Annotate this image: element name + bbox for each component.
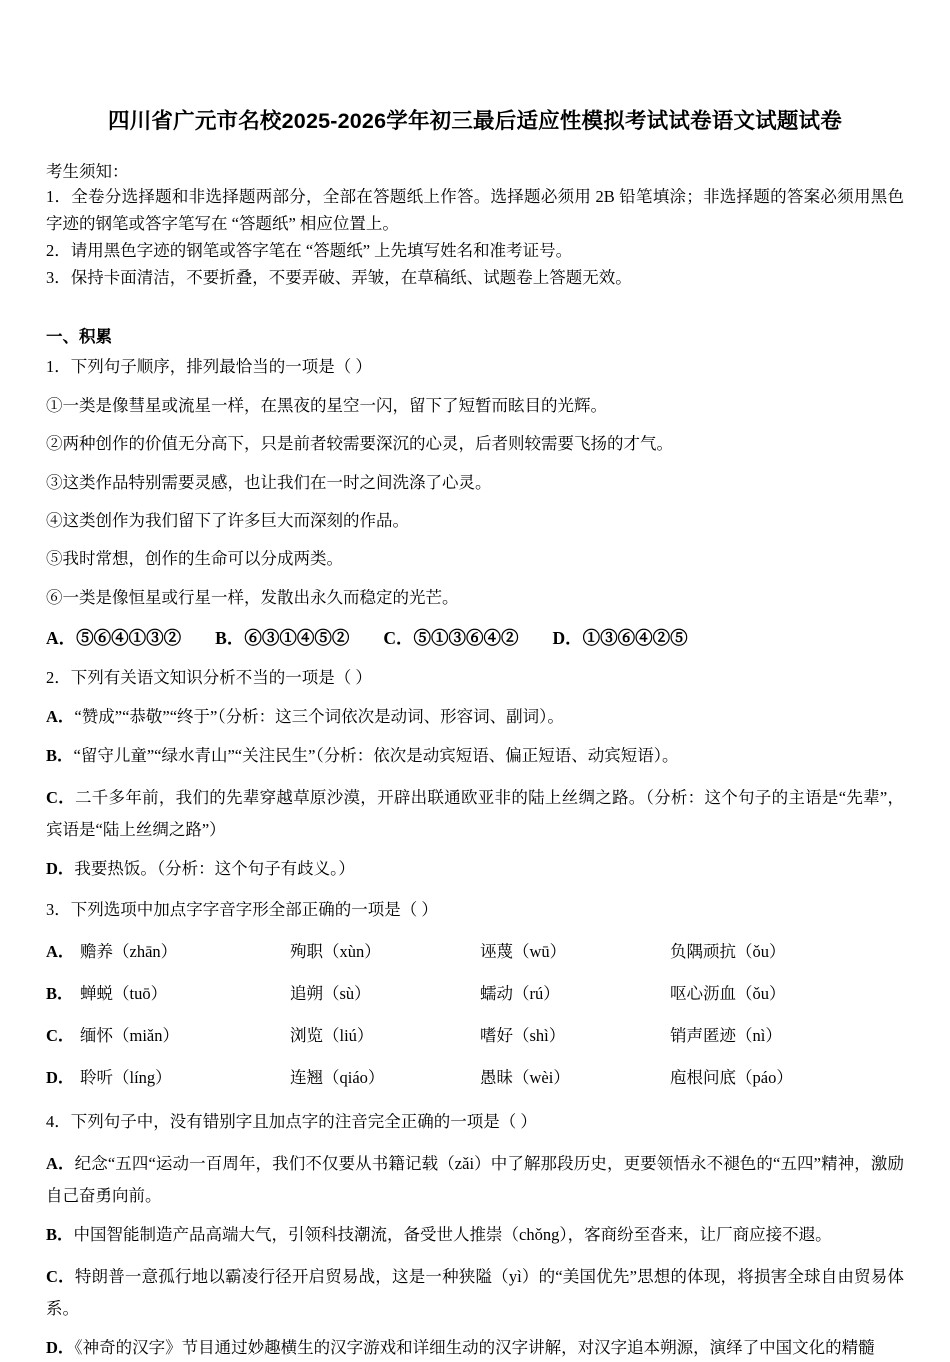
section-heading-accumulation: 一、积累 xyxy=(46,327,112,347)
question-1-item-1: ①一类是像彗星或流星一样，在黑夜的星空一闪，留下了短暂而眩目的光辉。 xyxy=(46,395,607,415)
option-a-text: 纪念“五四“运动一百周年，我们不仅要从书籍记载（zǎi）中了解那段历史，更要领悟永不褪色的“五四”精神，激励自己奋勇向前。 xyxy=(46,1154,905,1206)
option-d-label: D． xyxy=(46,1068,75,1088)
question-4-text: 下列句子中，没有错别字且加点字的注音完全正确的一项是（ ） xyxy=(70,1112,537,1132)
question-2-option-d[interactable] xyxy=(46,856,904,883)
question-2-option-a[interactable] xyxy=(46,704,904,731)
option-c-cell-1: 缅怀（miǎn） xyxy=(80,1026,179,1046)
option-b-label: B． xyxy=(46,984,74,1004)
notice-item-3: 3．保持卡面清洁，不要折叠，不要弄破、弄皱，在草稿纸、试题卷上答题无效。 xyxy=(46,267,632,287)
question-3-number: 3． xyxy=(46,899,71,919)
option-b-cell-4: 呕心沥血（ǒu） xyxy=(670,984,786,1004)
question-1-choice-d[interactable] xyxy=(552,625,687,651)
section-spacer xyxy=(46,291,904,319)
option-b-text: 中国智能制造产品高端大气，引领科技潮流，备受世人推崇（chǒng），客商纷至沓来，让厂商应接不遐。 xyxy=(73,1225,832,1245)
choice-b-label: B． xyxy=(215,628,245,649)
question-2-option-c[interactable] xyxy=(46,782,904,846)
option-d-cell-2: 连翘（qiáo） xyxy=(290,1068,385,1088)
question-1-choices xyxy=(46,625,904,651)
option-d-cell-3: 愚昧（wèi） xyxy=(480,1068,570,1088)
option-c-text: 二千多年前，我们的先辈穿越草原沙漠，开辟出联通欧亚非的陆上丝绸之路。（分析：这个句子的主语是“先辈”，宾语是“陆上丝绸之路”） xyxy=(46,787,904,839)
option-c-text: 特朗普一意孤行地以霸凌行径开启贸易战，这是一种狭隘（yì）的“美国优先”思想的体现，将损害全球自由贸易体系。 xyxy=(46,1267,904,1319)
choice-c-label: C． xyxy=(383,628,414,649)
option-d-label: D． xyxy=(46,858,75,878)
question-1-item-2: ②两种创作的价值无分高下，只是前者较需要深沉的心灵，后者则较需要飞扬的才气。 xyxy=(46,434,673,454)
option-c-label: C． xyxy=(46,787,75,807)
question-2-stem xyxy=(46,665,904,692)
option-c-cell-2: 浏览（liú） xyxy=(290,1026,374,1046)
choice-d-label: D． xyxy=(552,628,583,649)
question-1-item-4: ④这类创作为我们留下了许多巨大而深刻的作品。 xyxy=(46,510,409,530)
notice-item-2: 2．请用黑色字迹的钢笔或答字笔在 “答题纸” 上先填写姓名和准考证号。 xyxy=(46,240,573,260)
option-c-cell-3: 嗜好（shì） xyxy=(480,1026,566,1046)
question-1-choice-b[interactable] xyxy=(215,625,349,651)
option-b-cell-1: 蝉蜕（tuō） xyxy=(80,984,168,1004)
choice-b-text: ⑥③①④⑤② xyxy=(244,628,350,649)
question-1-choice-a[interactable] xyxy=(46,625,181,651)
choice-a-text: ⑤⑥④①③② xyxy=(76,628,182,649)
option-c-label: C． xyxy=(46,1267,75,1287)
question-1-choice-c[interactable] xyxy=(383,625,518,651)
question-1-number: 1． xyxy=(46,357,71,377)
option-b-label: B． xyxy=(46,1225,74,1245)
question-4-stem xyxy=(46,1109,904,1136)
notice-heading: 考生须知： xyxy=(46,161,129,181)
question-3-stem xyxy=(46,897,904,924)
table-row[interactable] xyxy=(46,971,904,1013)
choice-c-text: ⑤①③⑥④② xyxy=(413,628,519,649)
option-d-cell-1: 聆听（líng） xyxy=(80,1068,172,1088)
option-d-text: 《神奇的汉字》节目通过妙趣横生的汉字游戏和详细生动的汉字讲解，对汉字追本朔源，演绎了中国文化的精髓 xyxy=(74,1338,875,1358)
question-1-stem xyxy=(46,354,904,381)
option-a-label: A． xyxy=(46,707,75,727)
option-a-text: “赞成”“恭敬”“终于”（分析：这三个词依次是动词、形容词、副词）。 xyxy=(74,707,564,727)
option-b-cell-2: 追朔（sù） xyxy=(290,984,371,1004)
option-d-cell-4: 庖根问底（páo） xyxy=(670,1068,793,1088)
option-c-label: C． xyxy=(46,1026,75,1046)
option-a-cell-3: 诬蔑（wū） xyxy=(480,942,567,962)
option-d-label: D． xyxy=(46,1338,75,1358)
question-1-text: 下列句子顺序，排列最恰当的一项是（ ） xyxy=(70,357,372,377)
option-a-label: A． xyxy=(46,942,75,962)
table-row[interactable] xyxy=(46,1055,904,1097)
page-title: 四川省广元市名校2025-2026学年初三最后适应性模拟考试试卷语文试题试卷 xyxy=(108,109,842,133)
question-3-text: 下列选项中加点字字音字形全部正确的一项是（ ） xyxy=(70,899,438,919)
option-d-text: 我要热饭。（分析：这个句子有歧义。） xyxy=(74,858,355,878)
option-c-cell-4: 销声匿迹（nì） xyxy=(670,1026,782,1046)
page-content xyxy=(0,159,950,1362)
option-a-label: A． xyxy=(46,1154,75,1174)
option-b-cell-3: 蠕动（rú） xyxy=(480,984,560,1004)
table-row[interactable] xyxy=(46,1013,904,1055)
choice-a-label: A． xyxy=(46,628,77,649)
question-3-options-table xyxy=(46,929,904,1097)
question-4-option-c[interactable] xyxy=(46,1261,904,1325)
choice-d-text: ①③⑥④②⑤ xyxy=(582,628,688,649)
question-1-item-6: ⑥一类是像恒星或行星一样，发散出永久而稳定的光芒。 xyxy=(46,587,459,607)
option-b-label: B． xyxy=(46,745,74,765)
question-2-text: 下列有关语文知识分析不当的一项是（ ） xyxy=(70,668,372,688)
notice-item-1: 1．全卷分选择题和非选择题两部分，全部在答题纸上作答。选择题必须用 2B 铅笔填涂；非选择题的答案必须用黑色字迹的钢笔或答字笔写在 “答题纸” 相应位置上。 xyxy=(46,187,904,234)
question-2-number: 2． xyxy=(46,668,71,688)
option-a-cell-1: 赡养（zhān） xyxy=(80,942,178,962)
question-2-option-b[interactable] xyxy=(46,743,904,770)
table-row[interactable] xyxy=(46,929,904,971)
option-a-cell-4: 负隅顽抗（ǒu） xyxy=(670,942,786,962)
question-4-option-b[interactable] xyxy=(46,1222,904,1249)
option-a-cell-2: 殉职（xùn） xyxy=(290,942,381,962)
question-1-item-3: ③这类作品特别需要灵感，也让我们在一时之间洗涤了心灵。 xyxy=(46,472,492,492)
question-4-number: 4． xyxy=(46,1112,71,1132)
question-1-item-5: ⑤我时常想，创作的生命可以分成两类。 xyxy=(46,549,343,569)
option-b-text: “留守儿童”“绿水青山”“关注民生”（分析：依次是动宾短语、偏正短语、动宾短语）。 xyxy=(73,745,679,765)
question-4-option-d[interactable] xyxy=(46,1335,904,1362)
question-4-option-a[interactable] xyxy=(46,1148,904,1212)
